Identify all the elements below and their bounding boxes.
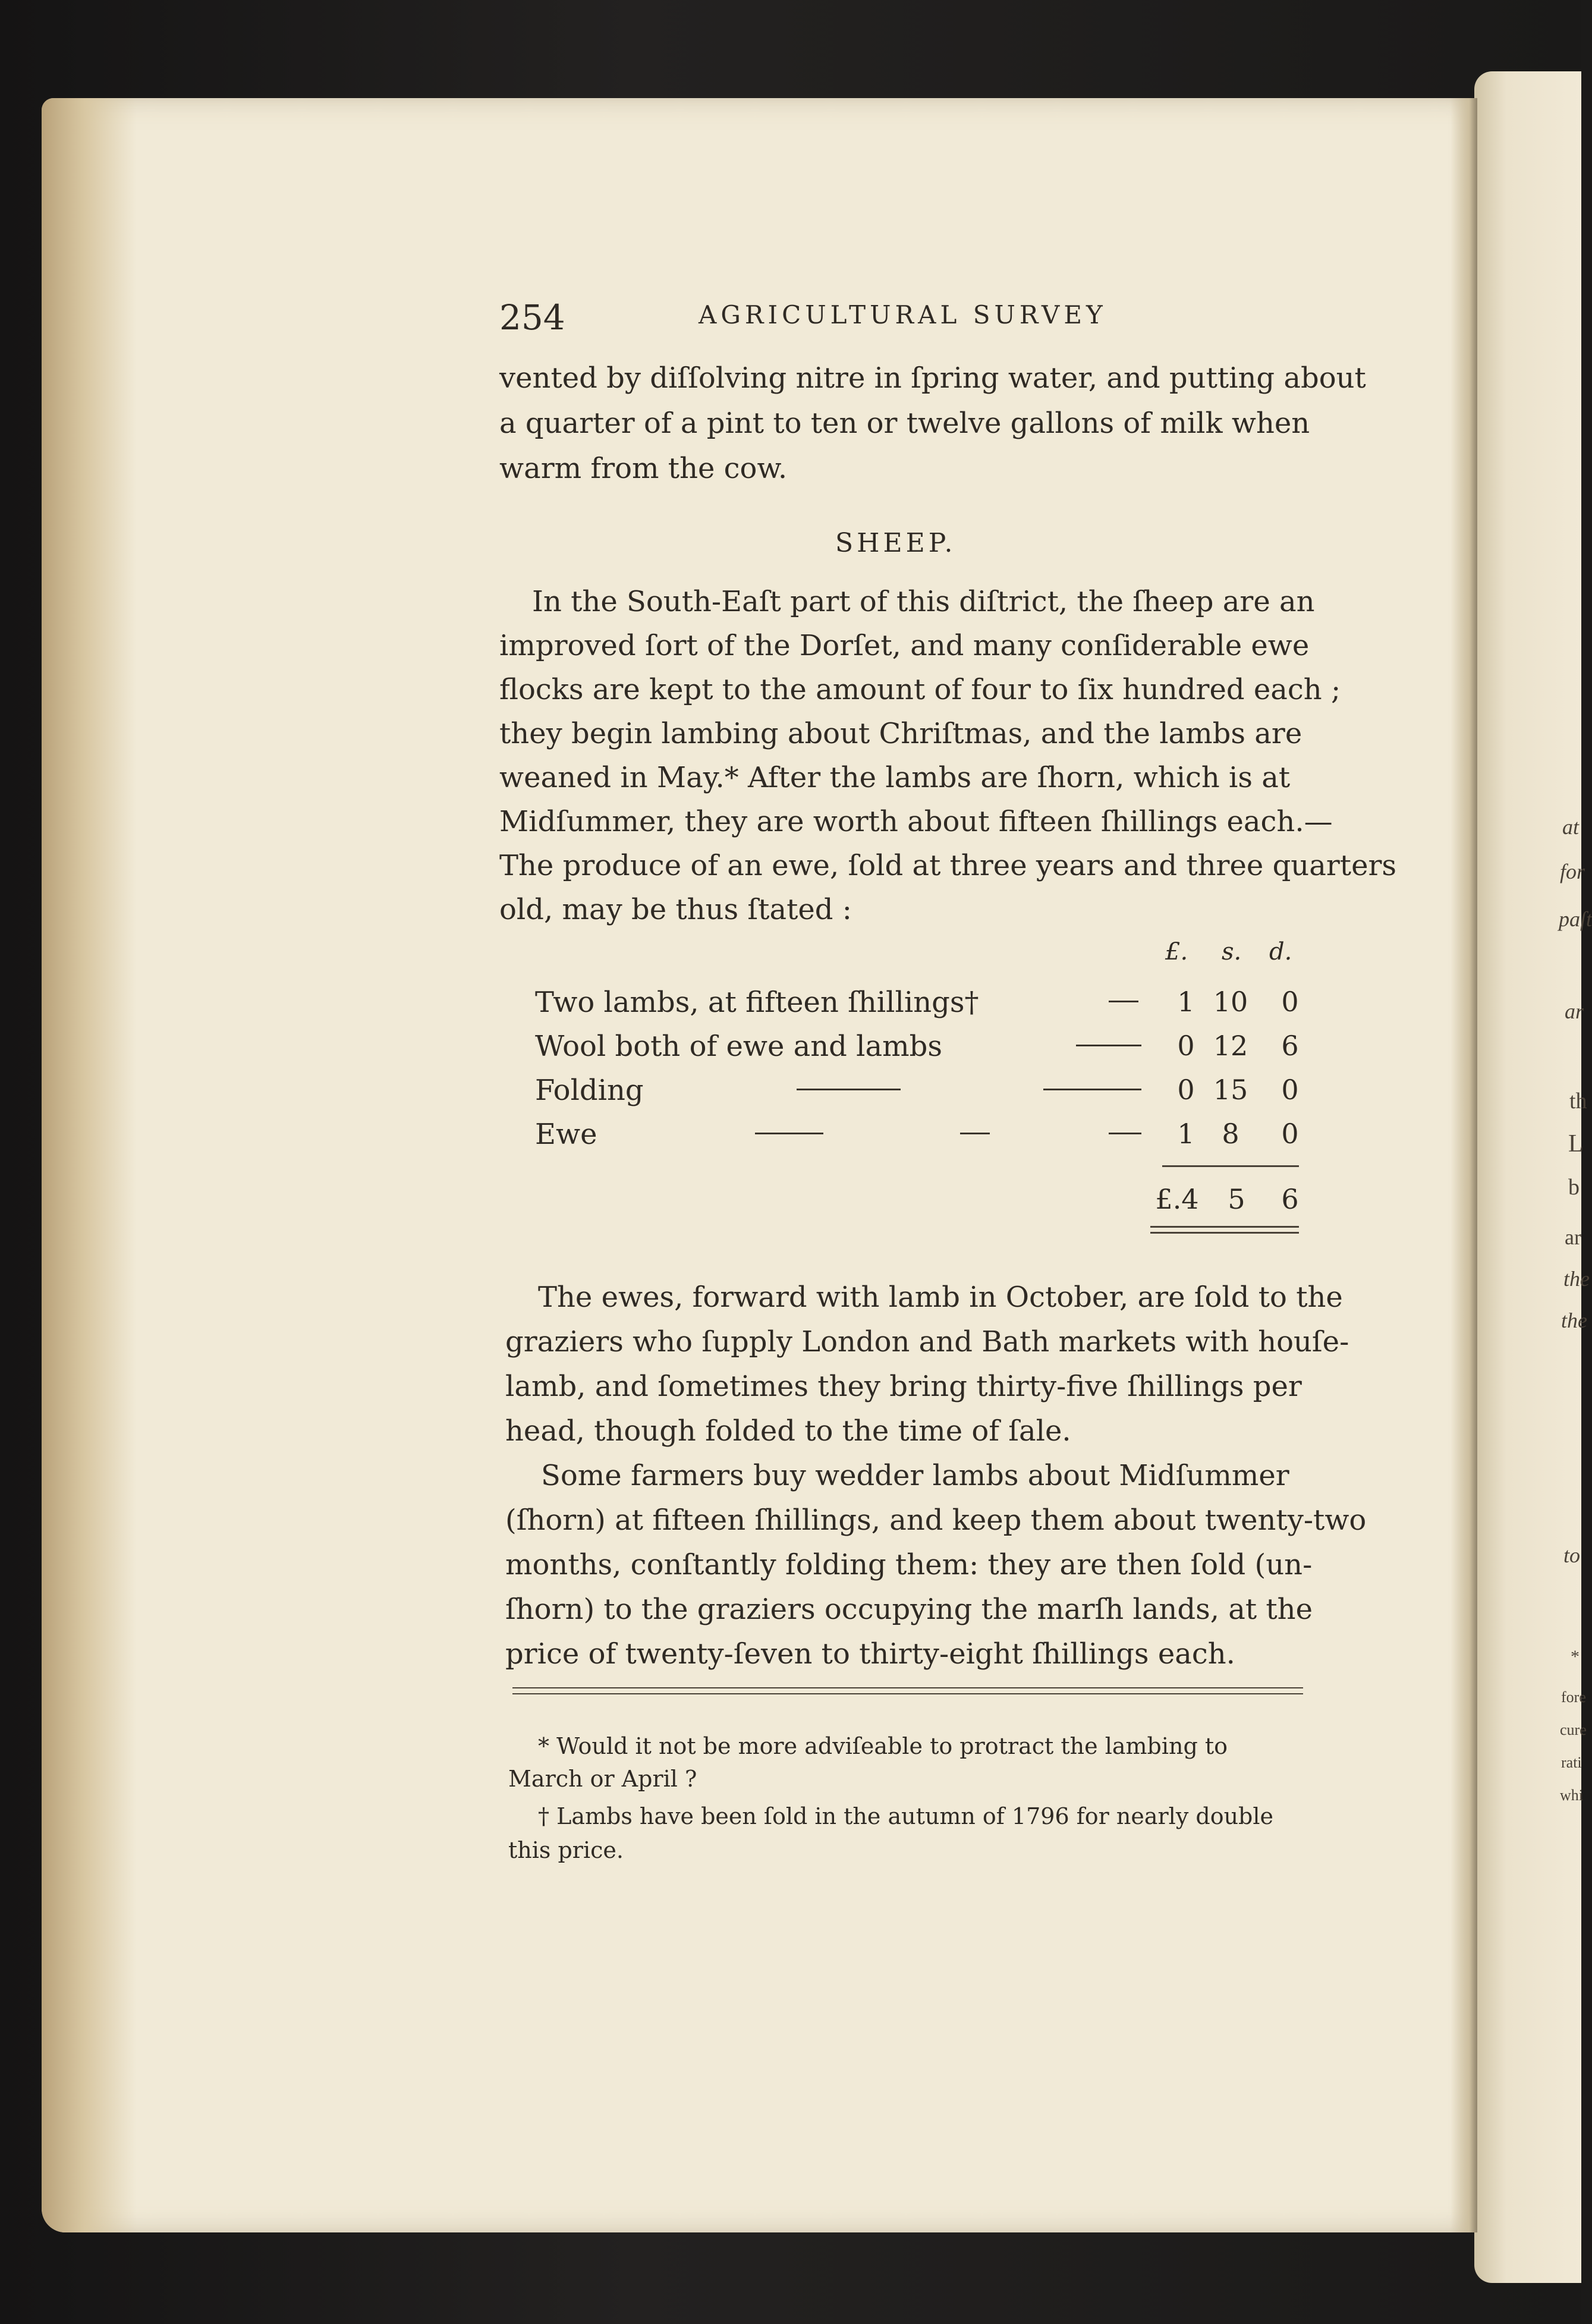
gutter-shadow — [1451, 98, 1477, 2232]
body-line: Some farmers buy wedder lambs about Midſummer — [541, 1459, 1289, 1492]
footnote-separator — [512, 1693, 1303, 1694]
account-total-pounds: £.4 — [1155, 1183, 1199, 1215]
total-double-rule — [1150, 1226, 1299, 1228]
total-double-rule — [1150, 1232, 1299, 1234]
body-line: months, conſtantly folding them: they are then ſold (un- — [505, 1548, 1313, 1581]
leader-dash — [1109, 1133, 1141, 1134]
facing-fragment: b — [1568, 1175, 1580, 1200]
page-number: 254 — [499, 297, 565, 338]
account-pounds: 0 — [1177, 1074, 1195, 1106]
body-line: they begin lambing about Chriſtmas, and the lambs are — [499, 717, 1302, 750]
leader-dash — [1109, 1001, 1138, 1002]
facing-fragment: ar — [1565, 999, 1584, 1023]
account-pence: 0 — [1281, 1074, 1299, 1106]
facing-fragment: cure — [1560, 1721, 1587, 1738]
facing-fragment: paſt — [1559, 907, 1592, 931]
facing-fragment: th — [1569, 1089, 1587, 1114]
account-total-pence: 6 — [1281, 1183, 1299, 1215]
body-line: weaned in May.* After the lambs are ſhorn, which is at — [499, 761, 1291, 794]
body-line: In the South-Eaſt part of this diſtrict, the ſheep are an — [532, 585, 1315, 618]
facing-fragment: at — [1562, 815, 1580, 839]
account-pence: 0 — [1281, 1118, 1299, 1150]
body-line: warm from the cow. — [499, 452, 788, 485]
body-line: The produce of an ewe, ſold at three years and three quarters — [499, 849, 1397, 882]
page-edge-shadow — [42, 98, 137, 2232]
running-title: AGRICULTURAL SURVEY — [699, 300, 1107, 329]
body-line: The ewes, forward with lamb in October, are ſold to the — [538, 1281, 1343, 1314]
sum-rule — [1162, 1165, 1299, 1167]
facing-fragment: for — [1560, 860, 1585, 883]
facing-fragment: fore — [1561, 1688, 1586, 1706]
account-shillings: 8 — [1222, 1118, 1239, 1150]
account-shillings: 15 — [1213, 1074, 1248, 1106]
body-line: head, though folded to the time of ſale. — [505, 1414, 1071, 1448]
account-row-label: Wool both of ewe and lambs — [535, 1030, 943, 1063]
facing-fragment: the — [1563, 1267, 1590, 1291]
body-line: a quarter of a pint to ten or twelve gallons of milk when — [499, 407, 1310, 440]
account-shillings: 10 — [1213, 986, 1248, 1018]
facing-fragment: rati — [1561, 1754, 1582, 1771]
leader-dash — [1076, 1045, 1141, 1046]
column-header-shillings: s. — [1222, 938, 1242, 966]
column-header-pounds: £. — [1165, 938, 1188, 966]
facing-fragment: L — [1568, 1130, 1584, 1158]
account-pence: 6 — [1281, 1030, 1299, 1062]
leader-dash — [1043, 1089, 1141, 1090]
facing-fragment: the — [1561, 1309, 1587, 1332]
footnote-line: † Lambs have been ſold in the autumn of 1796 for nearly double — [538, 1803, 1274, 1829]
facing-fragment: whi — [1560, 1787, 1583, 1804]
body-line: ſhorn) to the graziers occupying the marſh lands, at the — [505, 1593, 1313, 1626]
facing-page — [1474, 71, 1581, 2283]
body-line: Midſummer, they are worth about fifteen ſhillings each.— — [499, 805, 1333, 838]
footnote-line: * Would it not be more adviſeable to protract the lambing to — [538, 1733, 1228, 1759]
account-pounds: 1 — [1177, 986, 1195, 1018]
body-line: graziers who ſupply London and Bath markets with houſe- — [505, 1325, 1349, 1358]
account-pounds: 0 — [1177, 1030, 1195, 1062]
column-header-pence: d. — [1269, 938, 1292, 966]
account-row-label: Ewe — [535, 1118, 597, 1151]
body-line: (ſhorn) at fifteen ſhillings, and keep them about twenty-two — [505, 1504, 1367, 1537]
body-line: improved ſort of the Dorſet, and many conſiderable ewe — [499, 629, 1310, 662]
leader-dash — [960, 1133, 990, 1134]
account-pounds: 1 — [1177, 1118, 1195, 1150]
footnote-line: March or April ? — [508, 1766, 697, 1792]
leader-dash — [797, 1089, 901, 1090]
facing-fragment: * — [1571, 1647, 1580, 1666]
account-pence: 0 — [1281, 986, 1299, 1018]
account-total-shillings: 5 — [1228, 1183, 1245, 1215]
section-heading: SHEEP. — [835, 528, 957, 558]
account-row-label: Two lambs, at fifteen ſhillings† — [535, 986, 979, 1019]
account-row-label: Folding — [535, 1074, 644, 1107]
leader-dash — [755, 1133, 823, 1134]
body-line: price of twenty-ſeven to thirty-eight ſhillings each. — [505, 1637, 1235, 1671]
body-line: old, may be thus ſtated : — [499, 893, 852, 926]
footnote-separator — [512, 1687, 1303, 1688]
body-line: lamb, and ſometimes they bring thirty-five ſhillings per — [505, 1370, 1302, 1403]
body-line: flocks are kept to the amount of four to ſix hundred each ; — [499, 673, 1341, 706]
facing-fragment: to — [1563, 1543, 1581, 1567]
footnote-line: this price. — [508, 1837, 624, 1863]
account-shillings: 12 — [1213, 1030, 1248, 1062]
body-line: vented by diſſolving nitre in ſpring water, and putting about — [499, 361, 1366, 395]
facing-fragment: ar — [1565, 1225, 1581, 1249]
